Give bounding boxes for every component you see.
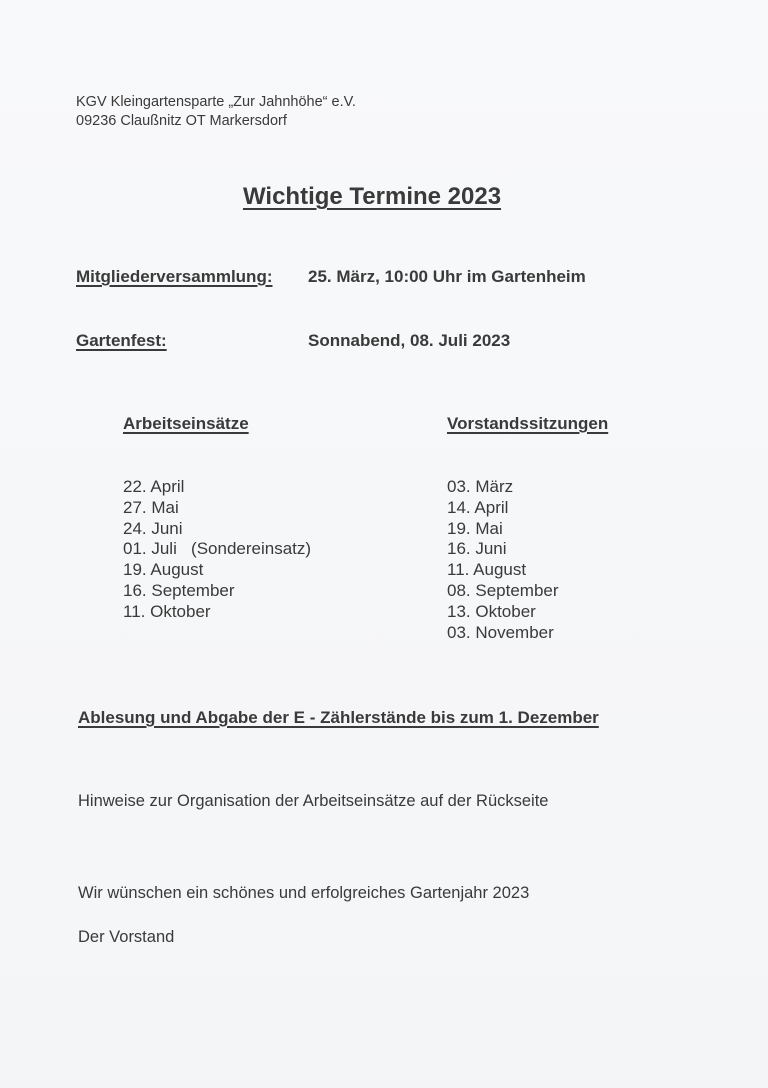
garden-fest-value: Sonnabend, 08. Juli 2023	[308, 331, 511, 350]
list-item: 01. Juli (Sondereinsatz)	[123, 539, 312, 559]
list-item: 19. August	[123, 560, 204, 580]
list-item: 11. August	[447, 560, 527, 580]
list-item: 19. Mai	[447, 518, 503, 538]
organization-address: 09236 Claußnitz OT Markersdorf	[76, 113, 287, 129]
list-item: 16. September	[123, 580, 235, 600]
meeting-label: Mitgliederversammlung:	[76, 267, 273, 286]
list-item: 27. Mai	[123, 497, 179, 517]
board-meetings-list	[447, 477, 559, 643]
list-item: 14. April	[447, 497, 509, 517]
document-title: Wichtige Termine 2023	[242, 183, 502, 210]
meeting-value: 25. März, 10:00 Uhr im Gartenheim	[308, 267, 586, 286]
list-item: 03. März	[447, 477, 514, 496]
season-wish: Wir wünschen ein schönes und erfolgreiches Gartenjahr 2023	[78, 884, 530, 902]
board-meetings-heading: Vorstandssitzungen	[447, 414, 609, 433]
list-item: 16. Juni	[447, 539, 507, 559]
work-assignments-heading: Arbeitseinsätze	[123, 414, 249, 433]
list-item: 11. Oktober	[123, 601, 211, 621]
garden-fest-label: Gartenfest:	[76, 331, 167, 350]
back-side-hint: Hinweise zur Organisation der Arbeitseinsätze auf der Rückseite	[78, 792, 549, 810]
list-item: 03. November	[447, 622, 554, 642]
list-item: 08. September	[447, 580, 559, 600]
organization-name: KGV Kleingartensparte „Zur Jahnhöhe“ e.V.	[76, 94, 356, 110]
list-item: 13. Oktober	[447, 601, 536, 621]
list-item: 22. April	[123, 477, 185, 496]
list-item: 24. Juni	[123, 518, 183, 538]
work-assignments-list	[123, 477, 311, 623]
meter-reading-note: Ablesung und Abgabe der E - Zählerstände bis zum 1. Dezember	[78, 708, 599, 727]
signature: Der Vorstand	[78, 928, 175, 946]
